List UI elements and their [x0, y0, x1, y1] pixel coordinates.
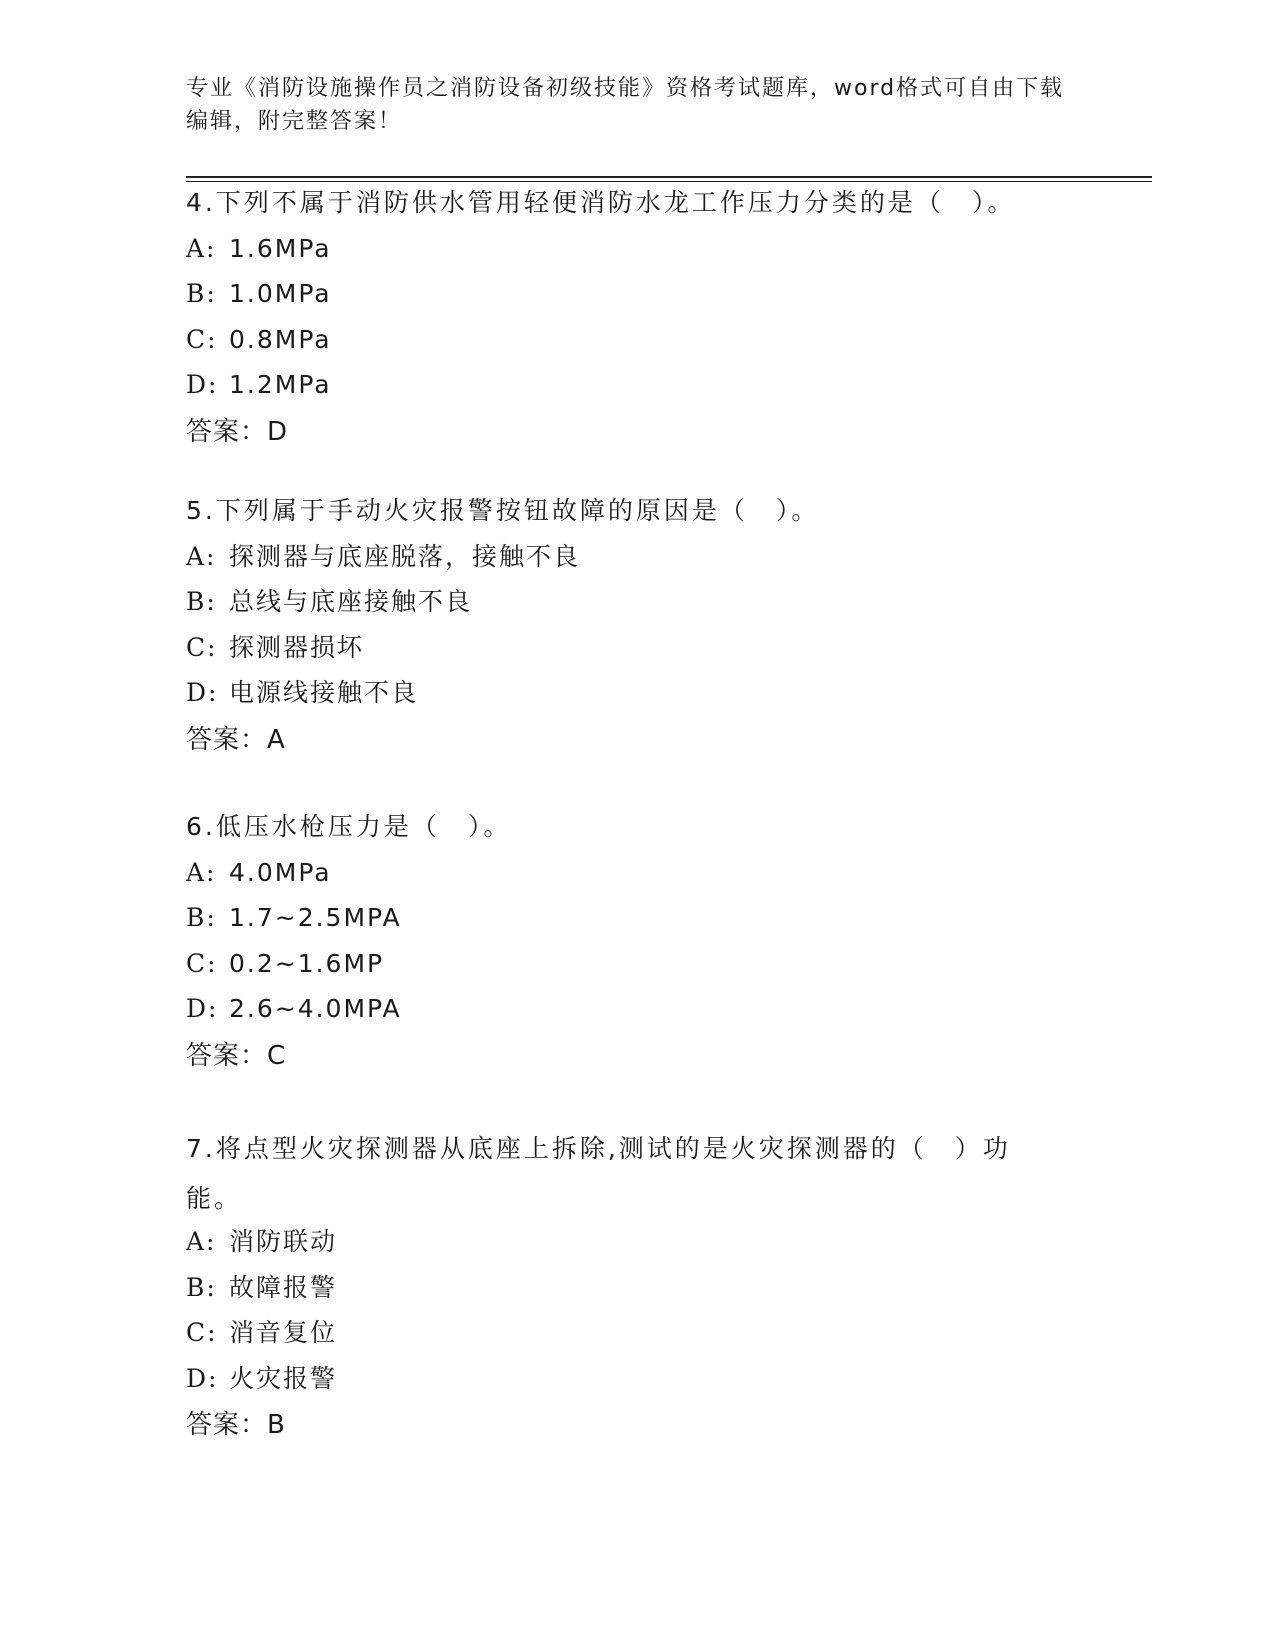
option-letter: A:: [186, 541, 217, 571]
option-letter: C:: [186, 1318, 218, 1347]
answer-line: 答案：A: [186, 724, 286, 755]
question-stem: 5.下列属于手动火灾报警按钮故障的原因是（ ）。: [186, 496, 820, 525]
option-text: 消音复位: [229, 1318, 338, 1347]
option-letter: B:: [186, 587, 217, 616]
option-letter: D:: [186, 1363, 219, 1393]
option-letter: C:: [186, 948, 218, 978]
option-text: 0.8MPa: [229, 324, 332, 354]
document-header: 专业《消防设施操作员之消防设备初级技能》资格考试题库，word格式可自由下载编辑，附完整答案！: [186, 76, 1065, 134]
option-b: [186, 903, 1086, 949]
option-text: 1.2MPa: [229, 370, 332, 399]
option-d: [186, 1364, 1086, 1410]
option-c: [186, 1318, 1086, 1364]
option-d: [186, 678, 1086, 724]
option-letter: D:: [186, 370, 219, 399]
option-text: 2.6~4.0MPA: [229, 994, 402, 1023]
header-divider: [186, 176, 1152, 182]
option-text: 探测器与底座脱落，接触不良: [229, 541, 581, 571]
answer-line: 答案：C: [186, 1040, 287, 1071]
option-letter: B:: [186, 903, 217, 932]
option-b: [186, 1273, 1086, 1319]
answer-line: 答案：B: [186, 1410, 286, 1440]
option-a: [186, 234, 1086, 280]
option-c: [186, 949, 1086, 995]
option-text: 总线与底座接触不良: [229, 587, 473, 616]
option-d: [186, 994, 1086, 1040]
option-text: 探测器损坏: [229, 632, 365, 662]
option-letter: B:: [186, 1272, 217, 1302]
option-letter: A:: [186, 233, 217, 263]
option-letter: C:: [186, 632, 218, 662]
question-block: [186, 188, 1086, 461]
option-text: 故障报警: [229, 1272, 338, 1302]
option-text: 电源线接触不良: [229, 678, 419, 707]
answer-line: 答案：D: [186, 416, 289, 447]
option-c: [186, 325, 1086, 371]
question-stem: 4.下列不属于消防供水管用轻便消防水龙工作压力分类的是（ ）。: [186, 188, 1016, 217]
option-c: [186, 633, 1086, 679]
option-letter: A:: [186, 857, 217, 887]
option-text: 1.0MPa: [229, 279, 332, 308]
option-letter: D:: [186, 678, 219, 707]
option-letter: C:: [186, 324, 218, 354]
question-stem: 6.低压水枪压力是（ ）。: [186, 812, 512, 841]
option-text: 4.0MPa: [229, 857, 332, 887]
question-stem: 7.将点型火灾探测器从底座上拆除,测试的是火灾探测器的（ ）功能。: [186, 1134, 1011, 1213]
question-block: [186, 1124, 1086, 1454]
question-block: [186, 496, 1086, 769]
option-a: [186, 858, 1086, 904]
option-letter: A:: [186, 1227, 217, 1256]
option-letter: D:: [186, 994, 219, 1023]
option-text: 消防联动: [229, 1227, 338, 1256]
question-block: [186, 812, 1086, 1085]
option-letter: B:: [186, 279, 217, 308]
option-text: 火灾报警: [229, 1363, 338, 1393]
option-a: [186, 1227, 1086, 1273]
option-b: [186, 279, 1086, 325]
option-text: 0.2~1.6MP: [229, 948, 385, 978]
option-b: [186, 587, 1086, 633]
option-text: 1.6MPa: [229, 233, 332, 263]
option-a: [186, 542, 1086, 588]
option-d: [186, 370, 1086, 416]
option-text: 1.7~2.5MPA: [229, 903, 402, 932]
